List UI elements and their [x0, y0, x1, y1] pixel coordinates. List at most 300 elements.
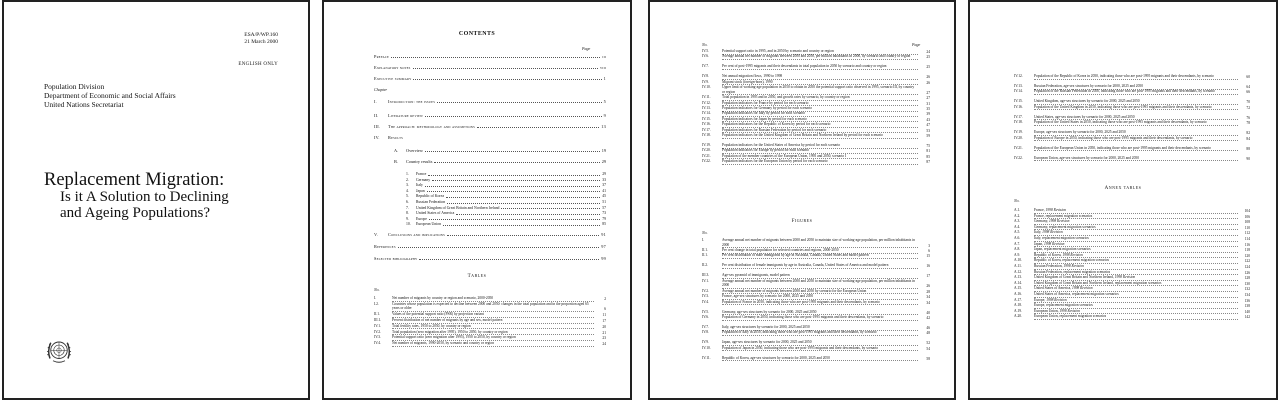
entry-number: IV.12. [1014, 74, 1023, 78]
figure-entry[interactable] [702, 263, 930, 269]
figure-entry[interactable] [702, 253, 930, 259]
entry-number: IV.2. [374, 329, 381, 334]
entry-number: IV.3. [702, 294, 709, 299]
entry-label: Population of the European Union in 2050, indicating those who are post-1995 migrants and their descendants, by scenario [1034, 146, 1238, 152]
entry-page: 28 [926, 289, 930, 294]
cover-page [2, 0, 310, 400]
entry-number: A.8. [1014, 247, 1021, 252]
entry-label: Net number of migrants by country or region and scenario, 2000-2050 [392, 296, 594, 302]
toc-page: 57 [602, 205, 606, 210]
entry-label: France, replacement migration scenarios [1034, 214, 1238, 220]
entry-label: Republic of Korea, 1998 Revision [1034, 253, 1238, 259]
toc-country[interactable] [406, 189, 606, 194]
toc-label: United States of America [416, 211, 455, 216]
toc-number: 3. [406, 183, 409, 188]
toc-chapter[interactable] [374, 124, 606, 129]
entry-number: IV.9. [702, 79, 709, 84]
entry-page: 120 [1244, 253, 1250, 258]
toc-chapter[interactable] [374, 232, 606, 237]
entry-number: A.14. [1014, 280, 1022, 285]
toc-label: Explanatory notes [374, 65, 411, 70]
toc-label: European Union [416, 222, 441, 227]
entry-number: IV.16. [702, 122, 711, 127]
entry-page: 34 [926, 300, 930, 305]
toc-page: 13 [601, 124, 606, 129]
entry-page: 122 [1244, 259, 1250, 264]
entry-label: United Kingdom of Great Britain and Northern Ireland, replacement migration scenarios [1034, 281, 1238, 287]
toc-label: References [374, 244, 396, 249]
entry-page: 6 [604, 307, 606, 312]
entry-page: 40 [926, 310, 930, 315]
doc-date: 21 March 2000 [244, 39, 278, 45]
toc-number: 6. [406, 200, 409, 204]
figure-entry[interactable] [1014, 105, 1250, 111]
entry-number: A.1. [1014, 208, 1021, 212]
list-of-tables-page [648, 0, 956, 400]
entry-number: IV.13. [1014, 84, 1023, 88]
number-column-label: No. [1014, 198, 1020, 203]
toc-number: IV. [374, 135, 380, 140]
toc-page: 73 [602, 211, 606, 216]
entry-label: Republic of Korea, replacement migration scenarios [1034, 258, 1238, 264]
table-entry[interactable] [702, 85, 930, 95]
toc-line[interactable] [374, 65, 606, 70]
entry-label: Europe, replacement migration scenarios [1034, 303, 1238, 309]
toc-line[interactable] [374, 256, 606, 261]
entry-number: IV.2. [702, 288, 709, 293]
org-line: Department of Economic and Social Affairs [44, 91, 176, 100]
entry-label: United Kingdom, age-sex structures by scenario for 2000, 2025 and 2050 [1034, 99, 1238, 105]
entry-label: France, 1998 Revision [1034, 208, 1238, 214]
table-entry[interactable] [374, 324, 606, 330]
document-symbol [244, 32, 278, 46]
entry-label: Population indicators for the Republic of Korea by period for each scenario [722, 122, 918, 128]
figure-entry[interactable] [702, 315, 930, 321]
entry-number: A.3. [1014, 219, 1021, 224]
entry-page: 53 [926, 128, 930, 133]
toc-label: Preface [374, 54, 390, 59]
entry-number: IV.17. [702, 127, 711, 132]
entry-page: 87 [926, 160, 930, 165]
toc-line[interactable] [374, 244, 606, 249]
toc-page: 29 [601, 159, 606, 164]
entry-number: II.1. [374, 312, 380, 317]
entry-label: United Kingdom of Great Britain and Northern Ireland, 1998 Revision [1034, 275, 1238, 281]
toc-page: 99 [601, 256, 606, 261]
toc-number: 10. [406, 222, 411, 227]
language-note: ENGLISH ONLY [238, 62, 278, 67]
entry-label: Europe, age-sex structures by scenario for 2000, 2025 and 2050 [1034, 130, 1238, 136]
entry-number: IV.22. [702, 159, 711, 164]
entry-number: IV.7. [702, 64, 709, 69]
entry-label: Population indicators for Italy by period for each scenario [722, 111, 918, 117]
entry-page: 43 [926, 117, 930, 122]
entry-label: Japan, 1998 Revision [1034, 242, 1238, 248]
table-entry[interactable] [702, 133, 930, 139]
toc-line[interactable] [374, 76, 606, 81]
entry-number: I. [702, 238, 705, 242]
page4-content [970, 2, 1276, 398]
entry-number: IV.10. [702, 85, 711, 90]
entry-page: 59 [926, 134, 930, 138]
entry-label: Age-sex pyramid of immigrants, model pattern [722, 273, 918, 279]
entry-number: IV.19. [1014, 130, 1023, 135]
toc-number: II. [374, 113, 379, 118]
entry-page: 20 [602, 324, 606, 329]
entry-page: 85 [926, 154, 930, 159]
entry-number: IV.18. [702, 133, 711, 137]
entry-number: A.11. [1014, 264, 1022, 268]
entry-label: European Union, replacement migration scenarios [1034, 314, 1238, 320]
entry-label: Per cent distribution of female immigrants by age in Australia, Canada, United States of America and model pattern [722, 263, 918, 269]
entry-label: Population indicators for Europe by period for each scenario [722, 148, 918, 154]
entry-label: United States, age-sex structures by scenario for 2000, 2025 and 2050 [1034, 115, 1238, 121]
toc-page: 85 [602, 222, 606, 227]
entry-label: Per cent of post-1995 migrants and their descendants in total population in 2050 by scenario and country or region [722, 64, 918, 70]
toc-number: A. [394, 148, 399, 153]
table-entry[interactable] [702, 64, 930, 70]
entry-number: II.1. [702, 248, 708, 252]
toc-line[interactable] [374, 54, 606, 59]
figure-entry[interactable] [1014, 74, 1250, 80]
entry-label: Germany, 1998 Revision [1034, 219, 1238, 225]
entry-number: III.1. [374, 318, 382, 322]
entry-label: Potential support ratio in 1995, and in 2050 by scenario and country or region [722, 49, 918, 55]
entry-number: IV.1. [374, 323, 381, 328]
entry-page: 114 [1244, 237, 1250, 241]
toc-country[interactable] [406, 211, 606, 216]
entry-number: IV.1. [702, 278, 709, 283]
entry-label: Russian Federation, 1998 Revision [1034, 264, 1238, 270]
organization-block [44, 82, 176, 109]
entry-label: Population indicators for France by period for each scenario [722, 101, 918, 107]
toc-chapter[interactable] [374, 135, 606, 140]
toc-number: 1. [406, 172, 409, 176]
list-of-figures-page [968, 0, 1278, 400]
toc-page: 1 [603, 76, 606, 81]
entry-page: 17 [926, 274, 930, 279]
entry-number: IV.8. [702, 330, 709, 335]
entry-number: A.20. [1014, 314, 1022, 319]
entry-label: Italy, 1998 Revision [1034, 230, 1238, 236]
entry-number: I. [374, 296, 377, 300]
entry-number: IV.13. [702, 106, 711, 110]
entry-number: A.2. [1014, 213, 1021, 218]
annex-entry[interactable] [1014, 314, 1250, 320]
entry-label: Average annual net number of migrants between 2000 and 2050 to maintain size of working-age population, per million inhabitants in 2000 [722, 238, 918, 248]
entry-page: 60 [1246, 75, 1250, 79]
page-column-label: Page [582, 46, 591, 51]
entry-page: 48 [926, 331, 930, 336]
entry-page: 72 [1246, 105, 1250, 110]
entry-page: 23 [602, 336, 606, 341]
table-entry[interactable] [374, 296, 606, 302]
toc-page: viii [600, 65, 606, 70]
entry-label: Net number of migrants, 1990-2050, by scenario and country or region [392, 341, 594, 347]
toc-page: 9 [603, 113, 606, 118]
entry-page: 81 [926, 149, 930, 154]
entry-page: 112 [1244, 231, 1250, 236]
entry-label: Russian Federation, age-sex structures by scenario for 2000, 2025 and 2050 [1034, 84, 1238, 90]
entry-page: 52 [926, 341, 930, 346]
toc-country[interactable] [406, 222, 606, 227]
entry-number: IV.4. [702, 299, 709, 304]
toc-page: 19 [601, 148, 606, 153]
toc-country[interactable] [406, 183, 606, 188]
entry-number: IV.20. [702, 148, 711, 153]
entry-page: 70 [1246, 100, 1250, 105]
entry-label: Japan, replacement migration scenarios [1034, 247, 1238, 253]
table-entry[interactable] [374, 330, 606, 336]
entry-number: IV.15. [702, 116, 711, 121]
entry-number: IV.3. [374, 335, 381, 340]
entry-page: 118 [1244, 248, 1250, 253]
entry-label: Per cent change in total population for selected countries and regions, 2000-2050 [722, 248, 918, 254]
figure-entry[interactable] [702, 279, 930, 289]
entry-number: IV.9. [702, 340, 709, 345]
toc-page: 97 [601, 244, 606, 249]
entry-number: IV.18. [1014, 120, 1023, 125]
toc-number: 4. [406, 188, 409, 193]
entry-label: Europe, 1998 Revision [1034, 298, 1238, 304]
subtitle-line: Is it A Solution to Declining [60, 189, 229, 205]
entry-label: Population indicators for the United Kingdom of Great Britain and Northern Ireland by period for each scenario [722, 133, 918, 139]
entry-page: 134 [1244, 293, 1250, 297]
figure-entry[interactable] [702, 346, 930, 352]
entry-page: 116 [1244, 242, 1250, 247]
toc-label: Europe [416, 216, 427, 221]
entry-page: 66 [1246, 90, 1250, 95]
entry-page: 26 [926, 75, 930, 80]
figures-heading: Figures [791, 219, 813, 224]
contents-page [322, 0, 632, 400]
entry-number: IV.21. [1014, 145, 1023, 150]
entry-page: 88 [1246, 146, 1250, 151]
number-column-label: No. [374, 287, 380, 292]
entry-page: 11 [602, 313, 606, 318]
entry-page: 42 [926, 316, 930, 320]
toc-chapter[interactable] [374, 113, 606, 118]
entry-label: Population of Germany in 2050, indicating those who are post-1995 migrants and their descendants, by scenario [722, 315, 918, 321]
entry-number: IV.17. [1014, 114, 1023, 119]
entry-page: 136 [1244, 298, 1250, 303]
figure-entry[interactable] [1014, 146, 1250, 152]
entry-label: Italy, age-sex structures by scenario for 2000, 2025 and 2050 [722, 325, 918, 331]
table-entry[interactable] [374, 312, 606, 318]
entry-number: A.5. [1014, 230, 1021, 235]
entry-label: Population of Japan in 2050, indicating those who are post-1995 migrants and their descendants, by scenario [722, 346, 918, 352]
entry-label: Population of Europe in 2050, indicating those who are post-1995 migrants and their descendants, by scenario [1034, 136, 1238, 142]
entry-label: Population of the member countries of the European Union, 1995 and 2050, scenario I [722, 154, 918, 160]
entry-label: European Union, 1998 Revision [1034, 309, 1238, 315]
entry-page: 26 [926, 80, 930, 85]
figure-entry[interactable] [1014, 156, 1250, 162]
figure-entry[interactable] [1014, 136, 1250, 142]
contents-list [324, 2, 630, 398]
toc-label: Introduction: the issues [388, 99, 436, 104]
toc-label: Republic of Korea [416, 194, 445, 199]
entry-page: 2 [604, 297, 606, 301]
org-line: Population Division [44, 82, 105, 91]
entry-number: II.2. [702, 263, 708, 268]
toc-country[interactable] [406, 194, 606, 199]
toc-page: 5 [603, 99, 606, 104]
table-entry[interactable] [702, 54, 930, 60]
entry-page: 128 [1244, 276, 1250, 281]
entry-number: I.2. [374, 301, 379, 306]
toc-label: Overview [406, 148, 423, 153]
entry-page: 46 [926, 326, 930, 330]
entry-label: Average annual net number of migrants between 2000 and 2050 to maintain size of working-age population, per million inhabitants in 2000 [722, 279, 918, 289]
table-entry[interactable] [374, 318, 606, 324]
toc-section[interactable] [394, 159, 606, 164]
org-line: United Nations Secretariat [44, 100, 124, 109]
entry-label: Total population in 1995 and in 2050, and growth rates by scenario, by country or region [722, 95, 918, 101]
entry-page: 106 [1244, 214, 1250, 219]
entry-number: IV.14. [702, 111, 711, 116]
entry-number: IV.15. [1014, 99, 1023, 104]
entry-page: 16 [926, 264, 930, 269]
figure-entry[interactable] [702, 300, 930, 306]
entry-number: IV.19. [702, 143, 711, 147]
toc-label: Japan [416, 188, 425, 193]
entry-page: 140 [1244, 309, 1250, 314]
toc-number: B. [394, 159, 398, 164]
contents-heading: CONTENTS [458, 31, 496, 37]
toc-number: 5. [406, 194, 409, 199]
entry-label: Countries whose population is expected to decline between 2000 and 2050: changes in the total population and in the proportion aged 65 years or older [392, 302, 594, 312]
entry-page: 64 [1246, 85, 1250, 89]
entry-label: European Union, age-sex structures by scenario for 2000, 2025 and 2050 [1034, 156, 1238, 162]
entry-label: Population of the Republic of Korea in 2050, indicating those who are post-1995 migrants and their descendants, by scenario [1034, 74, 1238, 80]
entry-page: 110 [1244, 225, 1250, 230]
toc-label: Russian Federation [416, 200, 446, 204]
entry-page: 6 [928, 249, 930, 253]
toc-country[interactable] [406, 206, 606, 211]
figure-entry[interactable] [702, 238, 930, 248]
entry-label: Italy, replacement migration scenarios [1034, 236, 1238, 242]
entry-number: IV.11. [702, 95, 711, 100]
entry-label: Percent distribution of net number of migrants by age and sex, model pattern [392, 318, 594, 324]
toc-page: 79 [602, 216, 606, 221]
entry-number: A.9. [1014, 252, 1021, 257]
entry-label: Population indicators for Germany by period for each scenario [722, 106, 918, 112]
document-subtitle [60, 189, 229, 221]
toc-chapter[interactable] [374, 99, 606, 104]
entry-page: 27 [926, 96, 930, 101]
toc-number: 8. [406, 211, 409, 216]
entry-label: United States of America, replacement migration scenarios [1034, 292, 1238, 298]
entry-number: A.17. [1014, 297, 1022, 302]
toc-label: Italy [416, 183, 423, 188]
entry-label: United States of America, 1998 Revision [1034, 286, 1238, 292]
doc-number: ESA/P/WP.160 [244, 32, 278, 38]
annex-heading: Annex tables [1104, 186, 1142, 191]
entry-number: IV.4. [374, 341, 381, 346]
entry-label: Total fertility rates, 1950 to 2050, by country or region [392, 324, 594, 330]
toc-section[interactable] [394, 148, 606, 153]
entry-number: IV.10. [702, 345, 711, 350]
toc-country[interactable] [406, 178, 606, 183]
entry-page: 17 [602, 319, 606, 323]
entry-page: 24 [602, 342, 606, 347]
toc-number: 7. [406, 205, 409, 210]
entry-page: 31 [926, 101, 930, 106]
entry-number: III.3. [702, 273, 710, 278]
entry-page: 84 [1246, 136, 1250, 141]
table-entry[interactable] [374, 341, 606, 347]
entry-label: France, age-sex structures by scenario for 2000, 2025 and 2050 [722, 294, 918, 300]
entry-page: 27 [926, 90, 930, 95]
toc-country[interactable] [406, 172, 606, 177]
entry-number: IV.8. [702, 74, 709, 79]
entry-page: 104 [1244, 209, 1250, 213]
entry-label: Net annual migration flows, 1990 to 1998 [722, 74, 918, 80]
entry-page: 35 [926, 107, 930, 111]
toc-number: 9. [406, 216, 409, 221]
table-entry[interactable] [374, 335, 606, 341]
entry-number: A.12. [1014, 269, 1022, 274]
entry-label: Potential support ratio (zero migration after 1995), 1950 to 2050, by country or region [392, 335, 594, 341]
entry-number: A.4. [1014, 224, 1021, 229]
entry-label: Japan, age-sex structures by scenario for 2000, 2025 and 2050 [722, 340, 918, 346]
entry-number: II.1. [702, 253, 708, 258]
entry-page: 75 [926, 144, 930, 148]
entry-page: 126 [1244, 270, 1250, 275]
figure-entry[interactable] [1014, 120, 1250, 126]
entry-page: 124 [1244, 265, 1250, 269]
entry-label: Per cent distribution of male immigrants by age in Australia, Canada, United States and model pattern [722, 253, 918, 259]
figure-entry[interactable] [1014, 89, 1250, 95]
entry-label: Average annual net number of migrants between 2000 and 2050 by scenario for the European Union [722, 289, 918, 295]
entry-label: Average annual net number of migrants between 2000 and 2050, per million inhabitants in 2000, by scenario and country or region [722, 54, 918, 60]
entry-page: 76 [1246, 115, 1250, 120]
toc-page: 37 [602, 183, 606, 188]
toc-country[interactable] [406, 200, 606, 205]
number-column-label: No. [702, 230, 708, 235]
entry-label: Population of the Russian Federation in 2050, indicating those who are post-1995 migrants and their descendants, by scenario [1034, 89, 1238, 95]
entry-number: IV.6. [702, 315, 709, 319]
figure-entry[interactable] [702, 356, 930, 362]
entry-number: A.7. [1014, 241, 1021, 246]
toc-country[interactable] [406, 217, 606, 222]
toc-label: Country results [406, 159, 433, 164]
toc-label: France [416, 172, 427, 176]
entry-number: IV.16. [1014, 104, 1023, 109]
entry-label: Upper limit of working-age population in 2050 to obtain in 2050 the potential support ratio observed in 1995, scenario III, by country or region [722, 85, 918, 95]
entry-number: A.13. [1014, 275, 1022, 280]
toc-label: The approach: methodology and assumptions [388, 124, 475, 129]
figure-entry[interactable] [702, 330, 930, 336]
entry-label: Population of Italy in 2050, indicating those who are post-1995 migrants and their descendants, by scenario [722, 330, 918, 336]
entry-page: 142 [1244, 315, 1250, 320]
entry-number: IV.11. [702, 355, 711, 360]
entry-label: Population indicators for the United States of America by period for each scenario [722, 143, 918, 149]
entry-number: IV.5. [702, 49, 709, 53]
entry-page: 47 [926, 123, 930, 128]
entry-page: 78 [1246, 121, 1250, 126]
entry-number: IV.7. [702, 325, 709, 329]
toc-page: 91 [601, 232, 606, 237]
table-entry[interactable] [374, 302, 606, 312]
entry-page: 54 [926, 346, 930, 351]
page3-content [650, 2, 954, 398]
entry-page: 25 [926, 55, 930, 60]
table-entry[interactable] [702, 159, 930, 165]
page-column-label: Page [912, 42, 921, 47]
entry-number: A.6. [1014, 236, 1021, 240]
toc-page: 41 [602, 188, 606, 193]
